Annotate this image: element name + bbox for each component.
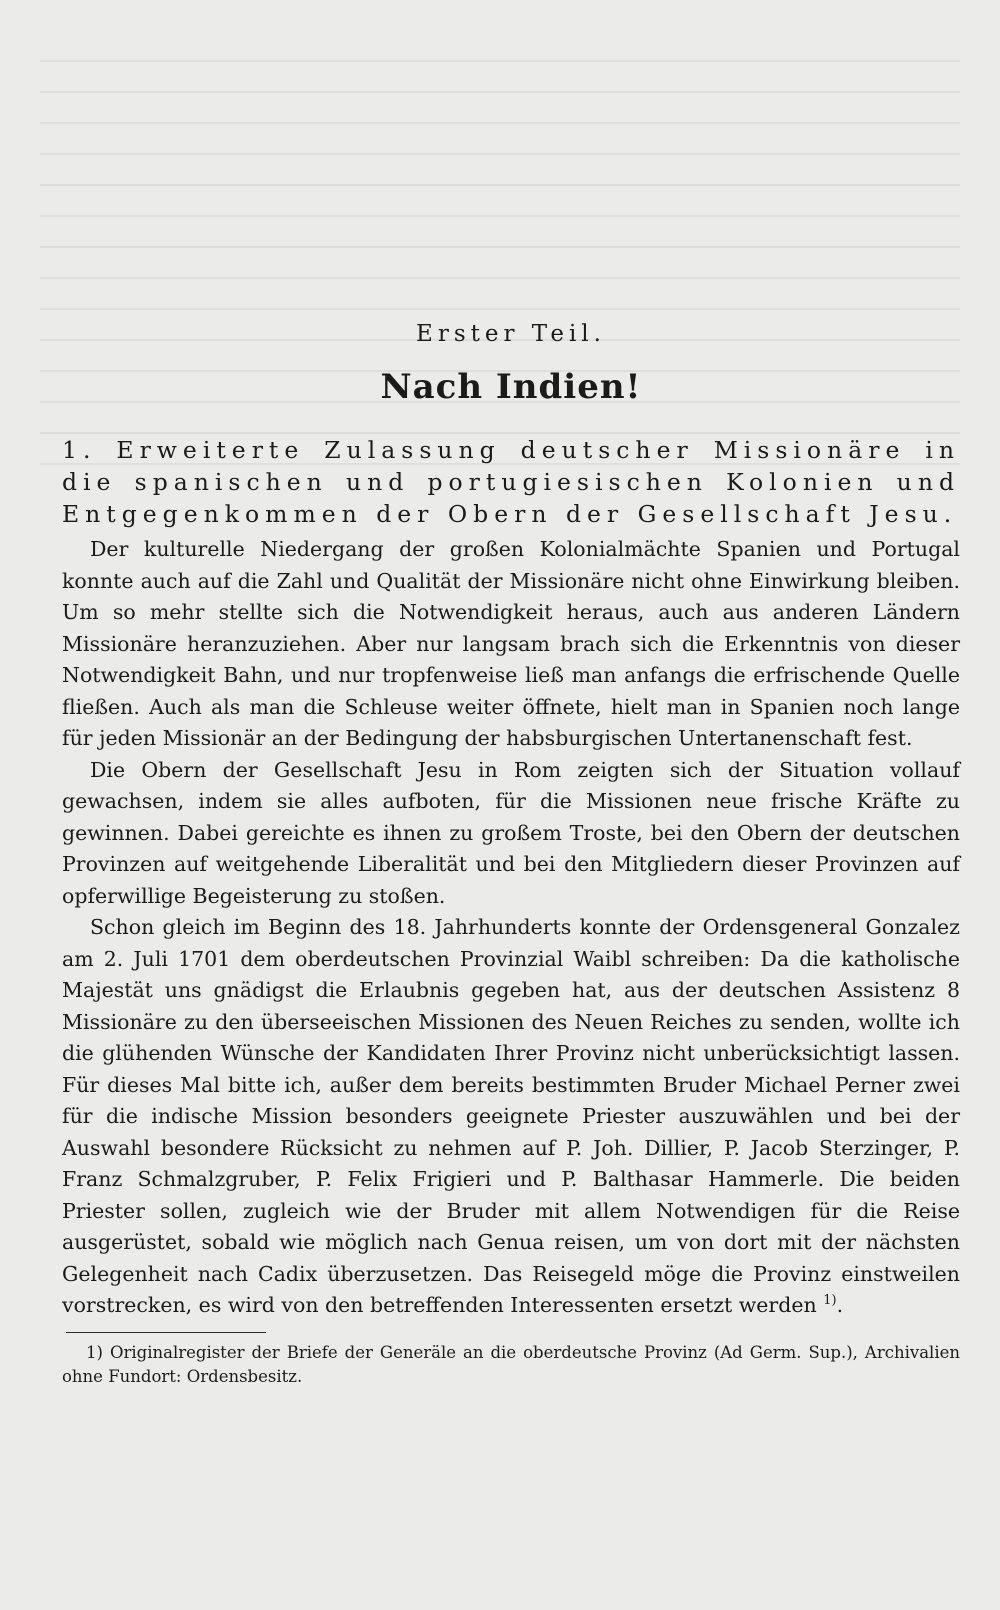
chapter-title: Nach Indien! <box>380 367 642 407</box>
paragraph-3-text: Schon gleich im Beginn des 18. Jahrhunderts konnte der Ordensgeneral Gonzalez am 2. Juli 1701 dem oberdeutschen Provinzial Waibl schreiben: Da die katholische Majestät uns gnädigst die Erlaubnis gegeben hat, aus der deutschen Assistenz 8 Missionäre zu den überseeischen Missionen des Neuen Reiches zu senden, wollte ich die glühenden Wünsche der Kandidaten Ihrer Provinz nicht unberücksichtigt lassen. Für dieses Mal bitte ich, außer dem bereits bestimmten Bruder Michael Perner zwei für die indische Mission besonders geeignete Priester auszuwählen und bei der Auswahl besondere Rücksicht zu nehmen auf P. Joh. Dillier, P. Jacob Sterzinger, P. Franz Schmalzgruber, P. Felix Frigieri und P. Balthasar Hammerle. Die beiden Priester sollen, zugleich wie der Bruder mit allem Notwendigen für die Reise ausgerüstet, sobald wie möglich nach Genua reisen, um von dort mit der nächsten Gelegenheit nach Cadix überzusetzen. Das Reisegeld möge die Provinz einstweilen vorstrecken, es wird von den betreffenden Interessenten ersetzt werden <box>62 915 960 1317</box>
paragraph-1: Der kulturelle Niedergang der großen Kolonialmächte Spanien und Portugal konnte auch auf die Zahl und Qualität der Missionäre nicht ohne Einwirkung bleiben. Um so mehr stellte sich die Notwendigkeit heraus, auch aus anderen Ländern Missionäre heranzuziehen. Aber nur langsam brach sich die Erkenntnis von dieser Notwendigkeit Bahn, und nur tropfenweise ließ man anfangs die erfrischende Quelle fließen. Auch als man die Schleuse weiter öffnete, hielt man in Spanien noch lange für jeden Missionär an der Bedingung der habsburgischen Untertanenschaft fest. <box>62 537 960 750</box>
footnote-text: 1) Originalregister der Briefe der Generäle an die oberdeutsche Provinz (Ad Germ. Sup.), Archivalien ohne Fundort: Ordensbesitz. <box>62 1342 960 1386</box>
page-content <box>62 318 960 1389</box>
footnote-divider <box>66 1332 266 1333</box>
footnote-reference: 1) <box>823 1293 837 1309</box>
section-heading: 1. Erweiterte Zulassung deutscher Missionäre in die spanischen und portugiesischen Kolonien und Entgegenkommen der Obern der Gesellschaft Jesu. <box>62 436 960 528</box>
paragraph-3: Schon gleich im Beginn des 18. Jahrhunderts konnte der Ordensgeneral Gonzalez am 2. Juli 1701 dem oberdeutschen Provinzial Waibl schreiben: Da die katholische Majestät uns gnädigst die Erlaubnis gegeben hat, aus der deutschen Assistenz 8 Missionäre zu den überseeischen Missionen des Neuen Reiches zu senden, wollte ich die glühenden Wünsche der Kandidaten Ihrer Provinz nicht unberücksichtigt lassen. Für dieses Mal bitte ich, außer dem bereits bestimmten Bruder Michael Perner zwei für die indische Mission besonders geeignete Priester auszuwählen und bei der Auswahl besondere Rücksicht zu nehmen auf P. Joh. Dillier, P. Jacob Sterzinger, P. Franz Schmalzgruber, P. Felix Frigieri und P. Balthasar Hammerle. Die beiden Priester sollen, zugleich wie der Bruder mit allem Notwendigen für die Reise ausgerüstet, sobald wie möglich nach Genua reisen, um von dort mit der nächsten Gelegenheit nach Cadix überzusetzen. Das Reisegeld möge die Provinz einstweilen vorstrecken, es wird von den betreffenden Interessenten ersetzt werden $^{1)}$. <box>62 915 960 1317</box>
part-title: Erster Teil. <box>416 321 606 347</box>
paragraph-2: Die Obern der Gesellschaft Jesu in Rom zeigten sich der Situation vollauf gewachsen, indem sie alles aufboten, für die Missionen neue frische Kräfte zu gewinnen. Dabei gereichte es ihnen zu großem Troste, bei den Obern der deutschen Provinzen auf weitgehende Liberalität und bei den Mitgliedern dieser Provinzen auf opferwillige Begeisterung zu stoßen. <box>62 757 960 908</box>
